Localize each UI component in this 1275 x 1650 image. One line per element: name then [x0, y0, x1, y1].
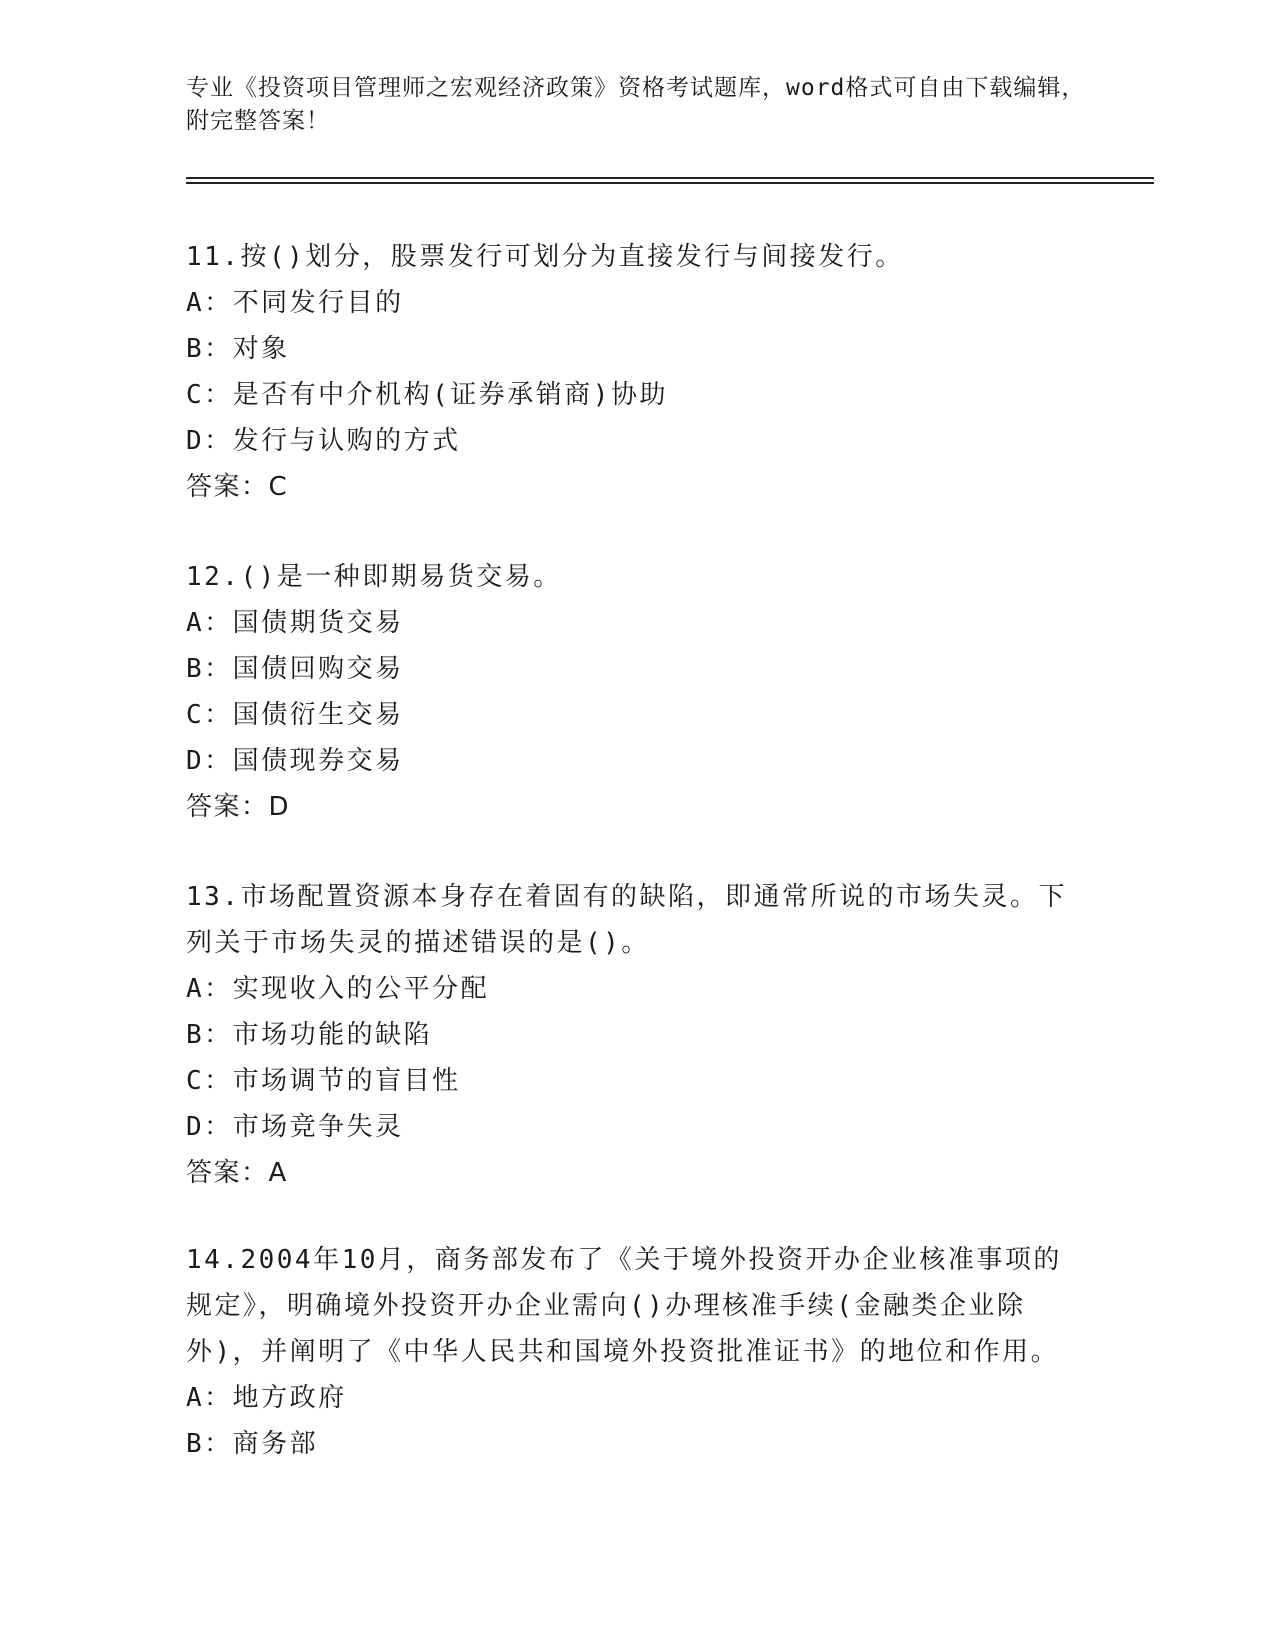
header-divider-bottom: [186, 182, 1154, 184]
option-d: D：国债现券交易: [186, 746, 404, 776]
document-intro: 专业《投资项目管理师之宏观经济政策》资格考试题库，word格式可自由下载编辑，附完整答案！: [186, 75, 1086, 134]
question-block: [186, 234, 1086, 510]
question-block: [186, 1237, 1086, 1467]
option-a: A：实现收入的公平分配: [186, 974, 490, 1004]
answer-line: 答案：D: [186, 792, 291, 822]
option-c: C：市场调节的盲目性: [186, 1066, 461, 1096]
option-c: C：是否有中介机构(证券承销商)协助: [186, 380, 668, 410]
option-b: B：商务部: [186, 1429, 319, 1459]
question-stem: 13.市场配置资源本身存在着固有的缺陷，即通常所说的市场失灵。下列关于市场失灵的描述错误的是()。: [186, 882, 1067, 958]
option-c: C：国债衍生交易: [186, 700, 404, 730]
option-d: D：市场竞争失灵: [186, 1112, 404, 1142]
answer-line: 答案：C: [186, 472, 289, 502]
option-b: B：国债回购交易: [186, 654, 404, 684]
answer-line: 答案：A: [186, 1158, 288, 1188]
header-divider-top: [186, 177, 1154, 179]
option-d: D：发行与认购的方式: [186, 426, 461, 456]
option-a: A：国债期货交易: [186, 608, 404, 638]
question-stem: 11.按()划分，股票发行可划分为直接发行与间接发行。: [186, 242, 904, 272]
question-stem: 14.2004年10月，商务部发布了《关于境外投资开办企业核准事项的规定》，明确境外投资开办企业需向()办理核准手续(金融类企业除外)，并阐明了《中华人民共和国境外投资批准证书》的地位和作用。: [186, 1245, 1062, 1367]
question-block: [186, 554, 1086, 830]
question-stem: 12.()是一种即期易货交易。: [186, 562, 562, 592]
option-b: B：市场功能的缺陷: [186, 1020, 433, 1050]
question-block: [186, 874, 1086, 1196]
option-a: A：不同发行目的: [186, 288, 404, 318]
option-b: B：对象: [186, 334, 290, 364]
option-a: A：地方政府: [186, 1383, 347, 1413]
